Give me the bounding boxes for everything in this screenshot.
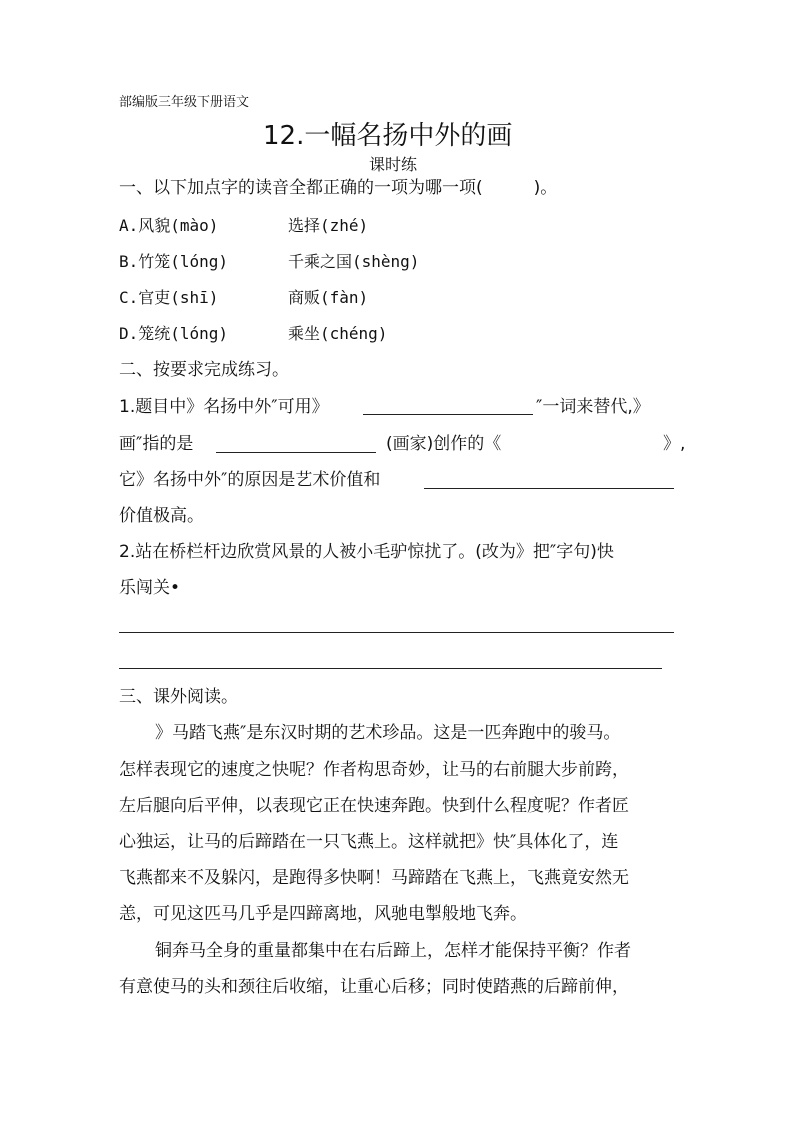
reading-line: 心独运，让马的后蹄踏在一只飞燕上。这样就把》快″具体化了，连 [119, 832, 619, 852]
section3-heading: 三、课外阅读。 [119, 687, 238, 707]
reading-line: 铜奔马全身的重量都集中在右后蹄上，怎样才能保持平衡？作者 [155, 941, 631, 961]
reading-line: 左后腿向后平伸，以表现它正在快速奔跑。快到什么程度呢？作者匠 [119, 796, 629, 816]
option-a-word1: A.风貌(mào) [119, 216, 219, 235]
option-d-word1: D.笼统(lóng) [119, 324, 229, 343]
q1-blank-value[interactable] [424, 488, 674, 489]
option-c-word2: 商贩(fàn) [288, 288, 369, 307]
subject-label: 部编版三年级下册语文 [119, 95, 250, 110]
q1-line4-text: 价值极高。 [119, 506, 204, 526]
q2-line2-text: 乐闯关• [119, 578, 181, 598]
option-a-word2: 选择(zhé) [288, 216, 369, 235]
reading-line: 有意使马的头和颈往后收缩，让重心后移；同时使踏燕的后蹄前伸， [119, 977, 629, 997]
reading-line: 怎样表现它的速度之快呢？作者构思奇妙，让马的右前腿大步前跨， [119, 760, 629, 780]
option-c-word1: C.官吏(shī) [119, 288, 219, 307]
page-subtitle: 课时练 [369, 155, 418, 174]
reading-line: 恙，可见这匹马几乎是四蹄离地，风驰电掣般地飞奔。 [119, 904, 527, 924]
section1-question: 一、以下加点字的读音全都正确的一项为哪一项( )。 [119, 178, 558, 198]
q1-line2-text: 画″指的是 [119, 434, 194, 454]
reading-line: 》马踏飞燕″是东汉时期的艺术珍品。这是一匹奔跑中的骏马。 [155, 723, 621, 743]
option-d-word2: 乘坐(chéng) [288, 324, 388, 343]
q1-line2-tail: 》, [663, 434, 686, 454]
reading-line: 飞燕都来不及躲闪，是跑得多快啊！马蹄踏在飞燕上，飞燕竟安然无 [119, 868, 629, 888]
q2-line1-text: 2.站在桥栏杆边欣赏风景的人被小毛驴惊扰了。(改为》把″字句)快 [119, 542, 614, 562]
q1-blank-synonym[interactable] [363, 414, 533, 415]
q1-line1-tail: ″一词来替代,》 [536, 397, 650, 417]
q1-line1-text: 1.题目中》名扬中外″可用》 [119, 397, 329, 417]
q1-line2-middle: (画家)创作的《 [386, 434, 502, 454]
page-title: 12.一幅名扬中外的画 [263, 121, 513, 151]
option-b-word2: 千乘之国(shèng) [288, 252, 420, 271]
q2-answer-line-2[interactable] [119, 668, 662, 669]
q1-blank-painter[interactable] [216, 452, 376, 453]
q1-line3-text: 它》名扬中外″的原因是艺术价值和 [119, 470, 381, 490]
q2-answer-line-1[interactable] [119, 632, 674, 633]
section2-heading: 二、按要求完成练习。 [119, 360, 289, 380]
option-b-word1: B.竹笼(lóng) [119, 252, 229, 271]
